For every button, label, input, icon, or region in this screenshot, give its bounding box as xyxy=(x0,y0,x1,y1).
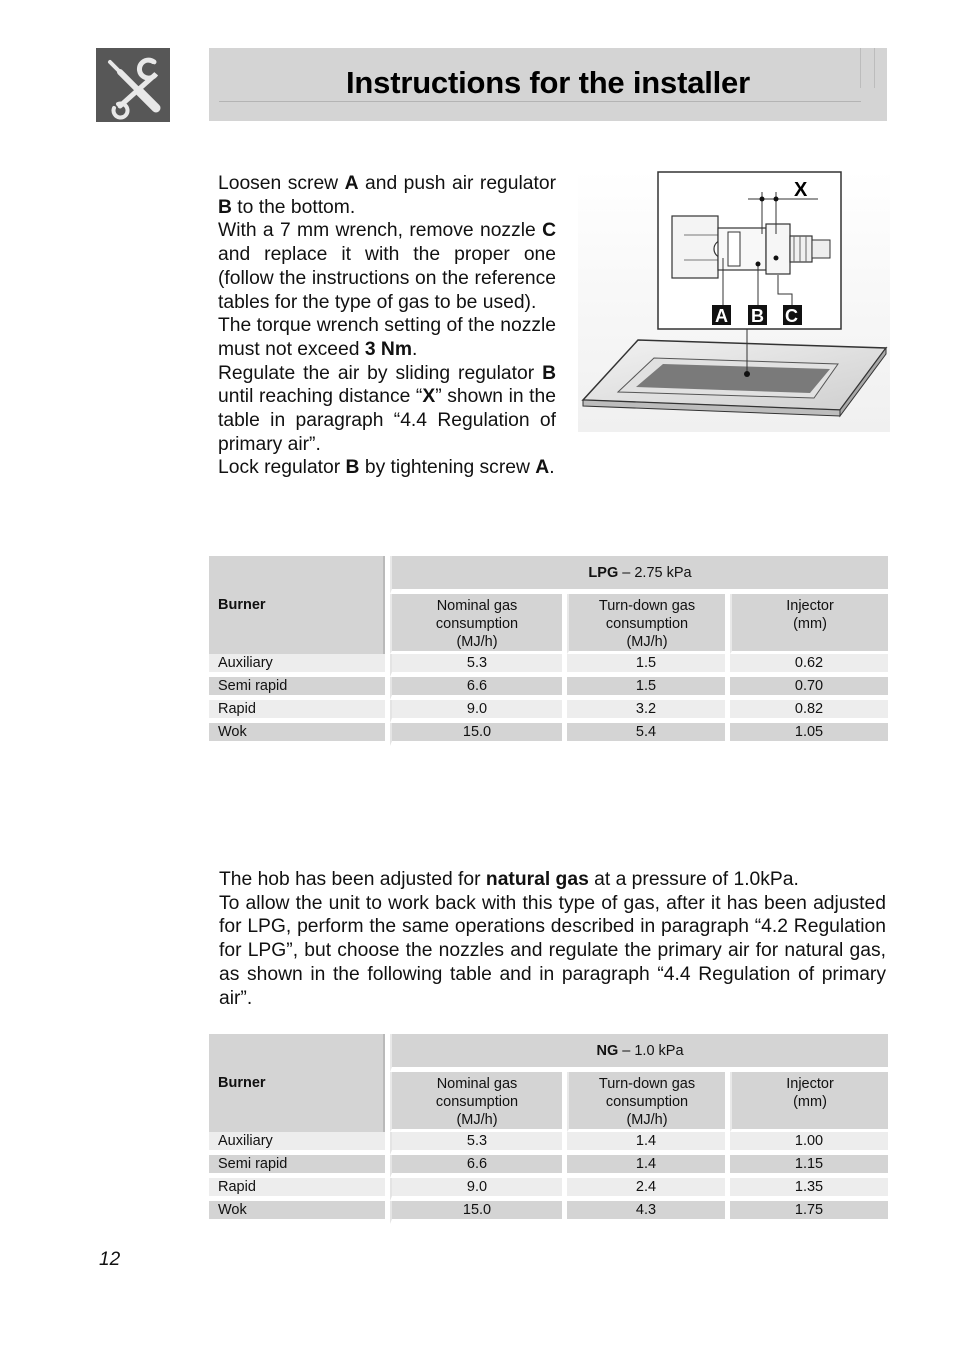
burner-name-cell: Auxiliary xyxy=(209,654,390,677)
paragraph xyxy=(218,172,556,219)
column-header-line: (MJ/h) xyxy=(626,1112,668,1128)
paragraph xyxy=(218,362,556,457)
column-header xyxy=(730,594,888,654)
diagram-label-c: C xyxy=(785,306,798,326)
burner-name-cell: Semi rapid xyxy=(209,1155,390,1178)
diagram-label-x: X xyxy=(794,179,808,201)
column-header-line: consumption xyxy=(605,616,689,632)
column-header-line: (mm) xyxy=(793,1094,827,1110)
bold-text: B xyxy=(345,457,360,479)
column-header-line: Nominal gas xyxy=(436,598,518,614)
text-run: The torque wrench setting of the nozzle must not exceed xyxy=(218,315,556,360)
diagram-label-b-badge xyxy=(748,305,767,326)
value-cell: 1.75 xyxy=(730,1201,888,1224)
diagram-label-a: A xyxy=(715,306,728,326)
value-cell: 15.0 xyxy=(390,1201,567,1224)
value-cell: 1.5 xyxy=(567,677,730,700)
paragraph xyxy=(218,456,556,480)
value-cell: 5.3 xyxy=(390,654,567,677)
column-header xyxy=(567,594,730,654)
value-cell: 9.0 xyxy=(390,1178,567,1201)
table-row xyxy=(209,700,888,723)
bold-text: natural gas xyxy=(485,869,589,890)
column-header-line: Turn-down gas xyxy=(598,1076,696,1092)
value-cell: 1.35 xyxy=(730,1178,888,1201)
text-run: by tightening screw xyxy=(359,457,536,479)
text-run: To allow the unit to work back with this type of gas, after it has been adjusted for LPG, perform the same operations described in paragraph “4.2 Regulation for LPG”, but choose the nozzles and regulate the primary air for natural gas, as shown in the following table and in paragraph “4.4 Regulation of primary air”. xyxy=(219,892,886,1009)
column-header-line: Injector xyxy=(786,1076,834,1092)
burner-header: Burner xyxy=(209,1034,390,1132)
lpg-table xyxy=(209,556,888,746)
value-cell: 2.4 xyxy=(567,1178,730,1201)
value-cell: 4.3 xyxy=(567,1201,730,1224)
bold-text: C xyxy=(542,220,556,242)
column-header xyxy=(730,1072,888,1132)
value-cell: 1.05 xyxy=(730,723,888,746)
table-header-row xyxy=(209,1034,888,1072)
column-header-line: (MJ/h) xyxy=(456,1112,498,1128)
value-cell: 1.4 xyxy=(567,1155,730,1178)
page-number: 12 xyxy=(99,1249,121,1270)
gas-type-label: LPG xyxy=(588,564,619,581)
text-run: and replace it with the proper one (follow the instructions on the reference tables for the type of gas to be used). xyxy=(218,244,556,313)
burner-name-cell: Rapid xyxy=(209,1178,390,1201)
text-run: and push air regulator xyxy=(358,173,556,194)
text-run: . xyxy=(549,457,555,479)
header-bar xyxy=(209,48,887,121)
column-header xyxy=(390,1072,567,1132)
column-header xyxy=(390,594,567,654)
paragraph xyxy=(218,219,556,314)
text-run: Loosen screw xyxy=(218,173,345,194)
value-cell: 0.70 xyxy=(730,677,888,700)
table-header-row xyxy=(209,556,888,594)
gas-pressure-label: – 1.0 kPa xyxy=(618,1042,684,1059)
burner-name-cell: Auxiliary xyxy=(209,1132,390,1155)
table-row xyxy=(209,1132,888,1155)
value-cell: 1.4 xyxy=(567,1132,730,1155)
table-row xyxy=(209,723,888,746)
diagram-label-a-badge xyxy=(712,305,731,326)
diagram-label-c-badge xyxy=(783,305,802,326)
text-run: Lock regulator xyxy=(218,457,346,479)
burner-name-cell: Semi rapid xyxy=(209,677,390,700)
value-cell: 5.4 xyxy=(567,723,730,746)
lpg-instructions xyxy=(218,172,556,480)
text-run: at a pressure of 1.0kPa. xyxy=(588,869,799,890)
value-cell: 1.15 xyxy=(730,1155,888,1178)
paragraph xyxy=(219,892,886,1011)
text-run: until reaching distance “ xyxy=(218,386,423,408)
gas-group-header xyxy=(390,556,888,594)
wrench-screwdriver-icon xyxy=(96,48,170,122)
bold-text: X xyxy=(422,386,436,408)
bold-text: B xyxy=(218,196,232,218)
diagram-label-b: B xyxy=(751,306,764,326)
column-header-line: Nominal gas xyxy=(436,1076,518,1092)
paragraph xyxy=(219,868,886,892)
gas-type-label: NG xyxy=(596,1042,619,1059)
bold-text: B xyxy=(542,362,556,384)
value-cell: 9.0 xyxy=(390,700,567,723)
column-header-line: consumption xyxy=(435,1094,519,1110)
bold-text: A xyxy=(344,173,359,194)
gas-group-header xyxy=(390,1034,888,1072)
table-row xyxy=(209,1178,888,1201)
value-cell: 6.6 xyxy=(390,677,567,700)
burner-name-cell: Rapid xyxy=(209,700,390,723)
bold-text: A xyxy=(535,457,550,479)
text-run: With a 7 mm wrench, remove nozzle xyxy=(218,220,543,242)
header-divider xyxy=(219,101,861,102)
paragraph xyxy=(218,314,556,361)
table-row xyxy=(209,654,888,677)
nozzle-diagram xyxy=(578,170,890,432)
value-cell: 5.3 xyxy=(390,1132,567,1155)
table-row xyxy=(209,1201,888,1224)
text-run: to the bottom. xyxy=(231,196,356,218)
value-cell: 6.6 xyxy=(390,1155,567,1178)
page-title: Instructions for the installer xyxy=(346,65,750,100)
value-cell: 0.82 xyxy=(730,700,888,723)
bold-text: 3 Nm xyxy=(364,338,412,360)
ng-table xyxy=(209,1034,888,1224)
table-row xyxy=(209,677,888,700)
column-header-line: (MJ/h) xyxy=(626,634,668,650)
text-run: . xyxy=(412,338,418,360)
column-header-line: Injector xyxy=(786,598,834,614)
value-cell: 15.0 xyxy=(390,723,567,746)
column-header-line: consumption xyxy=(605,1094,689,1110)
text-run: ” shown in the table in paragraph “4.4 Regulation of primary air”. xyxy=(218,386,556,455)
burner-name-cell: Wok xyxy=(209,723,390,746)
column-header-line: (MJ/h) xyxy=(456,634,498,650)
burner-name-cell: Wok xyxy=(209,1201,390,1224)
burner-header: Burner xyxy=(209,556,390,654)
column-header-line: consumption xyxy=(435,616,519,632)
value-cell: 1.00 xyxy=(730,1132,888,1155)
column-header-line: (mm) xyxy=(793,616,827,632)
column-header-line: Turn-down gas xyxy=(598,598,696,614)
table-row xyxy=(209,1155,888,1178)
value-cell: 3.2 xyxy=(567,700,730,723)
column-header xyxy=(567,1072,730,1132)
value-cell: 1.5 xyxy=(567,654,730,677)
gas-pressure-label: – 2.75 kPa xyxy=(618,564,692,581)
text-run: Regulate the air by sliding regulator xyxy=(218,362,543,384)
ng-instructions xyxy=(219,868,886,1010)
text-run: The hob has been adjusted for xyxy=(219,869,486,890)
value-cell: 0.62 xyxy=(730,654,888,677)
